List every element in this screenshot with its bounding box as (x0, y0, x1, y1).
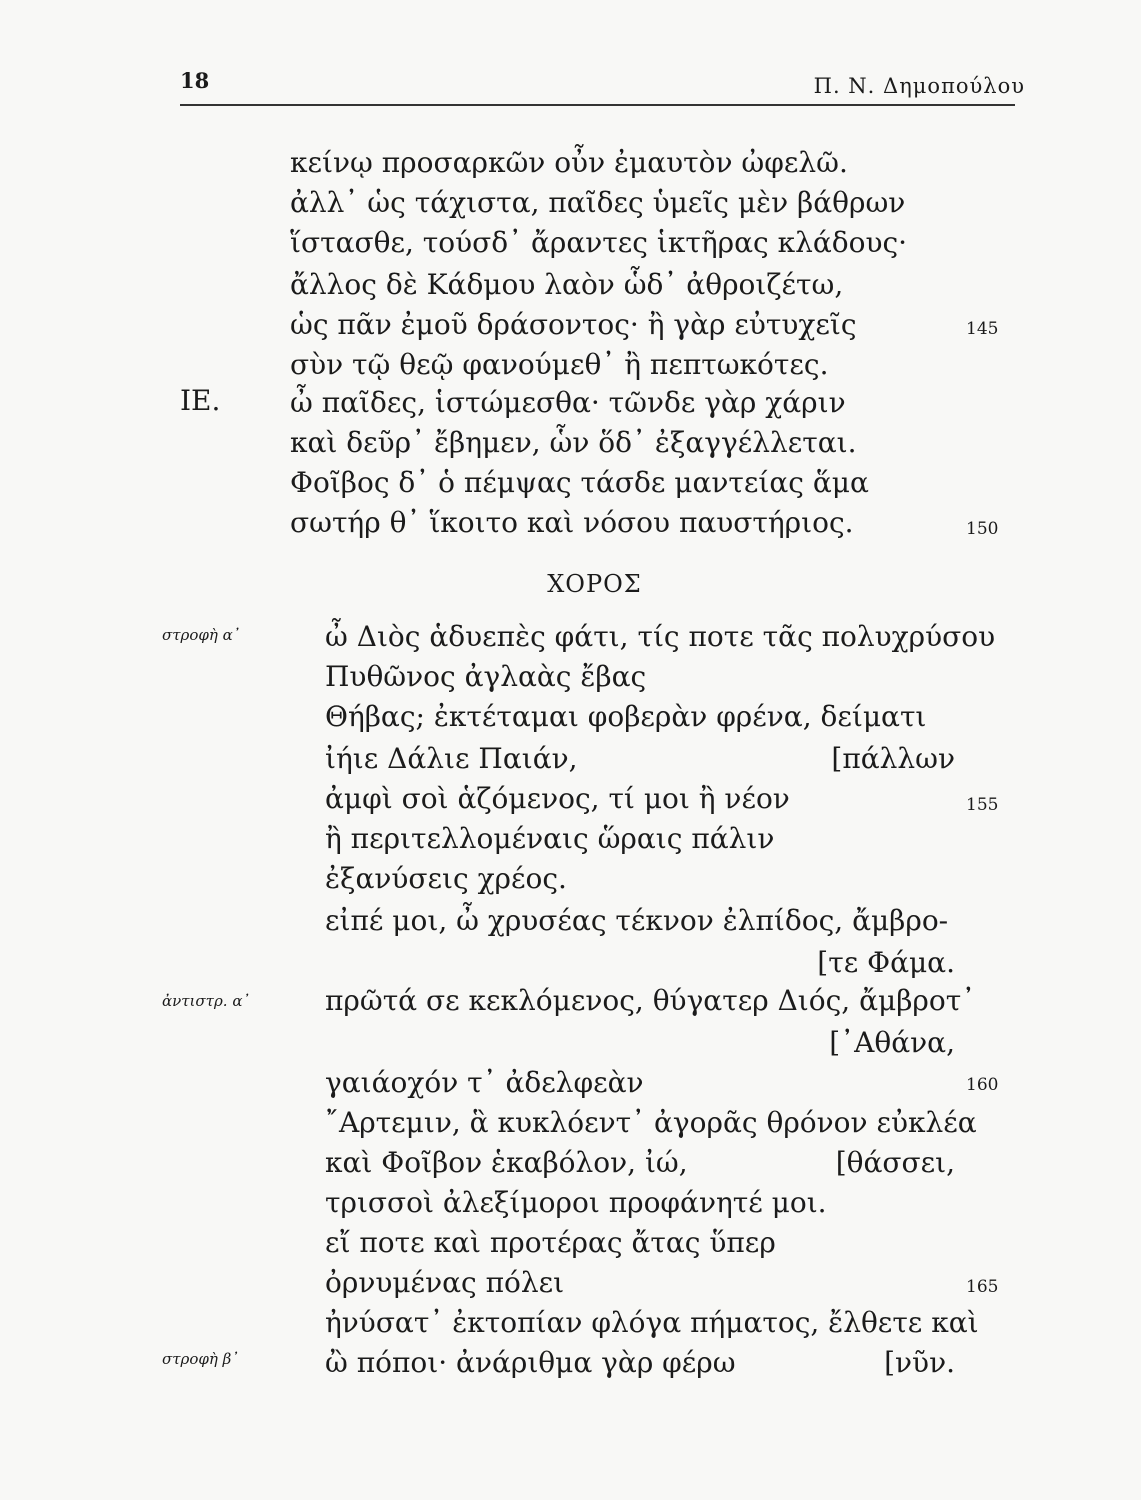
verse-line: σὺν τῷ θεῷ φανούμεθ᾽ ἢ πεπτωκότες. (290, 348, 829, 381)
speaker-label: ΙΕ. (180, 384, 221, 417)
page-number: 18 (180, 68, 210, 93)
verse-line: Πυθῶνος ἀγλαὰς ἔβας (325, 660, 647, 693)
verse-line: εἰπέ μοι, ὦ χρυσέας τέκνον ἐλπίδος, ἄμβρο- (325, 904, 949, 937)
choral-heading: ΧΟΡΟΣ (547, 570, 642, 598)
verse-continuation: [τε Φάμα. (817, 946, 955, 979)
verse-line: ὦ Διὸς ἁδυεπὲς φάτι, τίς ποτε τᾶς πολυχρύσου (325, 620, 996, 653)
verse-line: κείνῳ προσαρκῶν οὖν ἐμαυτὸν ὠφελῶ. (290, 146, 848, 179)
verse-line: ὀρνυμένας πόλει (325, 1266, 565, 1299)
verse-continuation: [᾽Αθάνα, (829, 1026, 955, 1059)
verse-continuation: [πάλλων (831, 742, 955, 775)
verse-line: γαιάοχόν τ᾽ ἀδελφεὰν (325, 1066, 644, 1099)
verse-line: ἠνύσατ᾽ ἐκτοπίαν φλόγα πήματος, ἔλθετε καὶ (325, 1306, 979, 1339)
verse-line: Φοῖβος δ᾽ ὁ πέμψας τάσδε μαντείας ἅμα (290, 466, 869, 499)
header-rule (180, 104, 1015, 106)
verse-line: καὶ δεῦρ᾽ ἔβημεν, ὧν ὅδ᾽ ἐξαγγέλλεται. (290, 426, 857, 459)
verse-line: τρισσοὶ ἀλεξίμοροι προφάνητέ μοι. (325, 1186, 827, 1219)
verse-line: ἄλλος δὲ Κάδμου λαὸν ὧδ᾽ ἀθροιζέτω, (290, 268, 844, 301)
margin-note: ἀντιστρ. α᾽ (162, 992, 250, 1010)
verse-line: ῎Αρτεμιν, ἃ κυκλόεντ᾽ ἀγορᾶς θρόνον εὐκλέα (325, 1106, 977, 1139)
line-number: 160 (966, 1075, 999, 1095)
verse-line: Θήβας; ἐκτέταμαι φοβερὰν φρένα, δείματι (325, 700, 927, 733)
line-number: 165 (966, 1277, 999, 1297)
line-number: 155 (966, 795, 999, 815)
margin-note: στροφὴ β᾽ (162, 1350, 239, 1368)
verse-continuation: [θάσσει, (835, 1146, 955, 1179)
verse-line: ἵστασθε, τούσδ᾽ ἄραντες ἱκτῆρας κλάδους· (290, 226, 908, 259)
verse-line: ἀμφὶ σοὶ ἁζόμενος, τί μοι ἢ νέον (325, 782, 790, 815)
margin-note: στροφὴ α᾽ (162, 626, 241, 644)
verse-line: ἢ περιτελλομέναις ὥραις πάλιν (325, 822, 775, 855)
line-number: 145 (966, 319, 999, 339)
verse-line: καὶ Φοῖβον ἑκαβόλον, ἰώ, (325, 1146, 688, 1179)
verse-continuation: [νῦν. (884, 1346, 955, 1379)
verse-line: σωτήρ θ᾽ ἵκοιτο καὶ νόσου παυστήριος. (290, 506, 854, 539)
running-head: Π. Ν. Δημοπούλου (813, 74, 1025, 98)
verse-line: ὢ πόποι· ἀνάριθμα γὰρ φέρω (325, 1346, 736, 1379)
verse-line: ἰήιε Δάλιε Παιάν, (325, 742, 578, 775)
verse-line: ὡς πᾶν ἐμοῦ δράσοντος· ἢ γὰρ εὐτυχεῖς (290, 308, 857, 341)
line-number: 150 (966, 519, 999, 539)
verse-line: εἴ ποτε καὶ προτέρας ἄτας ὕπερ (325, 1226, 776, 1259)
verse-line: ὦ παῖδες, ἱστώμεσθα· τῶνδε γὰρ χάριν (290, 386, 846, 419)
verse-line: ἀλλ᾽ ὡς τάχιστα, παῖδες ὑμεῖς μὲν βάθρων (290, 186, 906, 219)
verse-line: πρῶτά σε κεκλόμενος, θύγατερ Διός, ἄμβροτ᾽ (325, 984, 976, 1017)
verse-line: ἐξανύσεις χρέος. (325, 862, 567, 895)
